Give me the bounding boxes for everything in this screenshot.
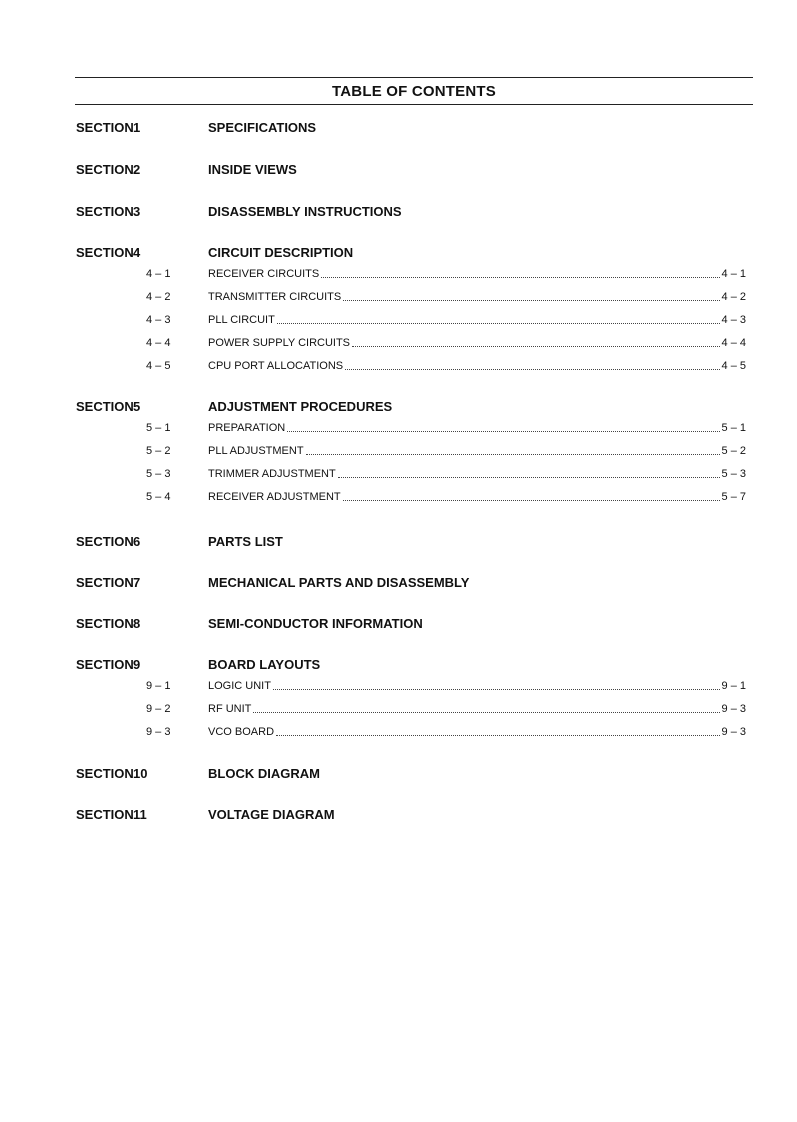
entry-number: 9 – 3 xyxy=(146,726,171,738)
entry-label: CPU PORT ALLOCATIONS xyxy=(208,360,344,372)
entry-number: 5 – 3 xyxy=(146,468,171,480)
section-label: SECTION xyxy=(76,575,134,590)
entry-label: PREPARATION xyxy=(208,422,286,434)
toc-entry[interactable] xyxy=(146,445,746,461)
toc-entry[interactable] xyxy=(146,491,746,507)
section-number: 9 xyxy=(133,657,141,672)
section-number: 8 xyxy=(133,616,141,631)
toc-entry[interactable] xyxy=(146,422,746,438)
entry-page: 4 – 1 xyxy=(721,268,746,280)
dot-leader xyxy=(352,337,720,347)
section-2[interactable] xyxy=(76,162,756,180)
toc-entry[interactable] xyxy=(146,291,746,307)
dot-leader xyxy=(343,291,719,301)
section-5[interactable] xyxy=(76,399,756,417)
entry-label: TRANSMITTER CIRCUITS xyxy=(208,291,342,303)
section-label: SECTION xyxy=(76,766,134,781)
section-11[interactable] xyxy=(76,807,756,825)
entry-label: LOGIC UNIT xyxy=(208,680,271,692)
entry-label: PLL ADJUSTMENT xyxy=(208,445,304,457)
section-title: SPECIFICATIONS xyxy=(208,120,317,135)
entry-number: 5 – 1 xyxy=(146,422,171,434)
header-rule-top xyxy=(75,77,753,78)
section-title: DISASSEMBLY INSTRUCTIONS xyxy=(208,204,402,219)
entry-page: 5 – 3 xyxy=(721,468,746,480)
entry-label: RECEIVER ADJUSTMENT xyxy=(208,491,341,503)
entry-label: POWER SUPPLY CIRCUITS xyxy=(208,337,351,349)
entry-page: 9 – 3 xyxy=(721,726,746,738)
entry-page: 5 – 1 xyxy=(721,422,746,434)
section-title: PARTS LIST xyxy=(208,534,283,549)
section-9[interactable] xyxy=(76,657,756,675)
entry-page: 9 – 1 xyxy=(721,680,746,692)
section-number: 5 xyxy=(133,399,141,414)
section-number: 2 xyxy=(133,162,141,177)
section-title: CIRCUIT DESCRIPTION xyxy=(208,245,354,260)
entry-number: 4 – 4 xyxy=(146,337,171,349)
section-10[interactable] xyxy=(76,766,756,784)
dot-leader xyxy=(276,726,720,736)
section-label: SECTION xyxy=(76,807,134,822)
section-label: SECTION xyxy=(76,162,134,177)
section-4[interactable] xyxy=(76,245,756,263)
dot-leader xyxy=(338,468,720,478)
section-title: BLOCK DIAGRAM xyxy=(208,766,320,781)
section-7[interactable] xyxy=(76,575,756,593)
entry-number: 9 – 2 xyxy=(146,703,171,715)
toc-entry[interactable] xyxy=(146,468,746,484)
entry-label: TRIMMER ADJUSTMENT xyxy=(208,468,336,480)
section-number: 7 xyxy=(133,575,141,590)
section-title: ADJUSTMENT PROCEDURES xyxy=(208,399,393,414)
toc-entry[interactable] xyxy=(146,680,746,696)
section-title: BOARD LAYOUTS xyxy=(208,657,321,672)
section-label: SECTION xyxy=(76,534,134,549)
entry-label: RF UNIT xyxy=(208,703,252,715)
page-title: TABLE OF CONTENTS xyxy=(332,83,496,100)
toc-entry[interactable] xyxy=(146,314,746,330)
section-title: INSIDE VIEWS xyxy=(208,162,297,177)
toc-entry[interactable] xyxy=(146,337,746,353)
section-number: 1 xyxy=(133,120,141,135)
toc-entry[interactable] xyxy=(146,360,746,376)
entry-label: VCO BOARD xyxy=(208,726,275,738)
entry-number: 4 – 5 xyxy=(146,360,171,372)
entry-page: 4 – 2 xyxy=(721,291,746,303)
section-6[interactable] xyxy=(76,534,756,552)
section-label: SECTION xyxy=(76,204,134,219)
entry-label: RECEIVER CIRCUITS xyxy=(208,268,320,280)
entry-page: 4 – 3 xyxy=(721,314,746,326)
dot-leader xyxy=(287,422,719,432)
section-number: 11 xyxy=(133,807,147,822)
entry-number: 5 – 2 xyxy=(146,445,171,457)
entry-page: 4 – 5 xyxy=(721,360,746,372)
section-number: 10 xyxy=(133,766,148,781)
dot-leader xyxy=(343,491,720,501)
section-number: 4 xyxy=(133,245,141,260)
entry-page: 5 – 7 xyxy=(721,491,746,503)
section-3[interactable] xyxy=(76,204,756,222)
header-rule-bottom xyxy=(75,104,753,105)
entry-label: PLL CIRCUIT xyxy=(208,314,275,326)
entry-number: 9 – 1 xyxy=(146,680,171,692)
entry-number: 4 – 1 xyxy=(146,268,171,280)
entry-number: 4 – 3 xyxy=(146,314,171,326)
dot-leader xyxy=(253,703,719,713)
section-title: MECHANICAL PARTS AND DISASSEMBLY xyxy=(208,575,470,590)
entry-page: 5 – 2 xyxy=(721,445,746,457)
dot-leader xyxy=(273,680,720,690)
section-number: 6 xyxy=(133,534,141,549)
entry-number: 4 – 2 xyxy=(146,291,171,303)
section-number: 3 xyxy=(133,204,141,219)
dot-leader xyxy=(306,445,720,455)
section-title: SEMI-CONDUCTOR INFORMATION xyxy=(208,616,423,631)
entry-number: 5 – 4 xyxy=(146,491,171,503)
toc-entry[interactable] xyxy=(146,726,746,742)
section-1[interactable] xyxy=(76,120,756,138)
section-label: SECTION xyxy=(76,616,134,631)
dot-leader xyxy=(277,314,720,324)
section-label: SECTION xyxy=(76,657,134,672)
section-label: SECTION xyxy=(76,245,134,260)
toc-entry[interactable] xyxy=(146,268,746,284)
toc-entry[interactable] xyxy=(146,703,746,719)
entry-page: 9 – 3 xyxy=(721,703,746,715)
section-label: SECTION xyxy=(76,120,134,135)
dot-leader xyxy=(345,360,719,370)
entry-page: 4 – 4 xyxy=(721,337,746,349)
section-label: SECTION xyxy=(76,399,134,414)
section-title: VOLTAGE DIAGRAM xyxy=(208,807,335,822)
section-8[interactable] xyxy=(76,616,756,634)
dot-leader xyxy=(321,268,719,278)
